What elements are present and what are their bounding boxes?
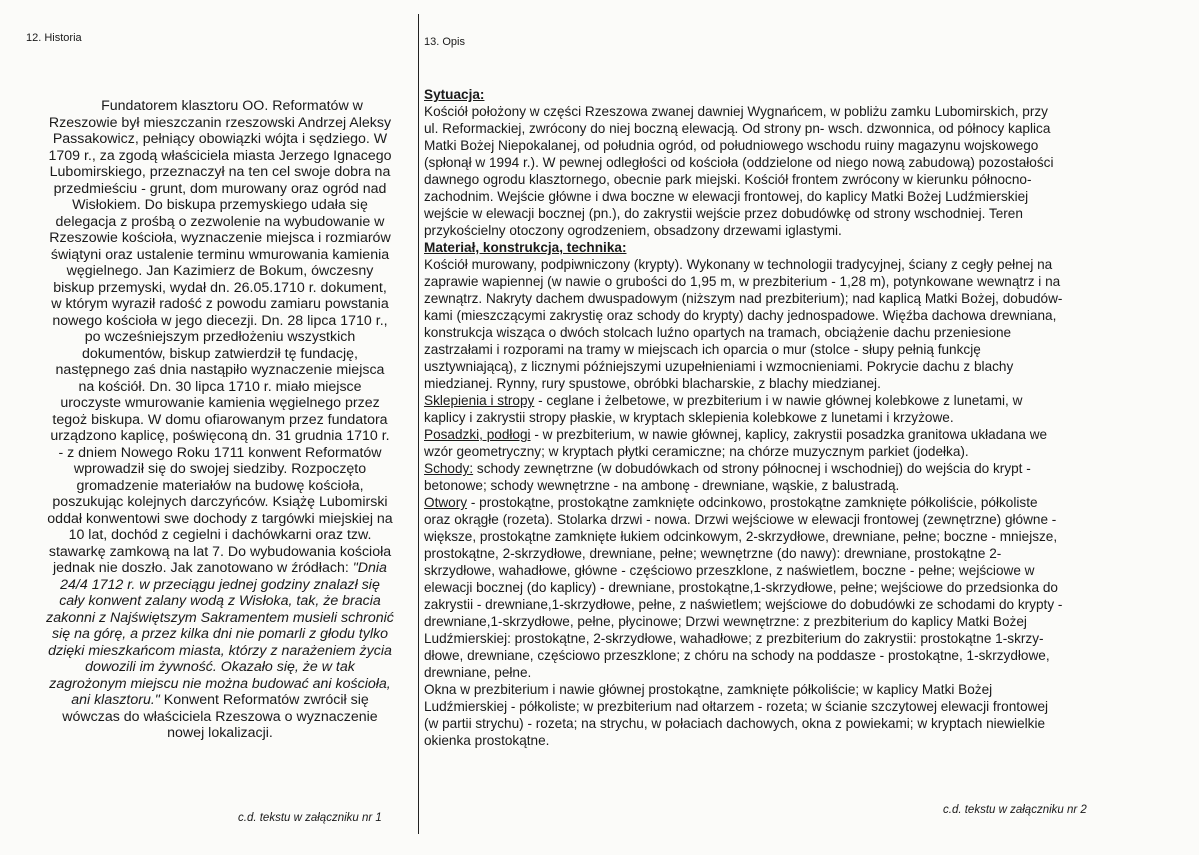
- description-line: Sytuacja:: [424, 87, 485, 102]
- history-line: po wcześniejszym przedłożeniu wszystkich: [84, 329, 356, 345]
- history-line: świątyni oraz ustalenie terminu wmurowania kamienia: [50, 246, 390, 263]
- section-header-history: 12. Historia: [26, 32, 82, 44]
- history-line: ani klasztoru." Konwent Reformatów zwrócił się: [71, 692, 369, 708]
- description-line: drewniane,1-skrzydłowe, pełne, płycinowe; Drzwi wewnętrzne: z prezbiterium do kaplicy Matki Bożej: [424, 614, 1027, 629]
- history-line: delegacja z prośbą o zezwolenie na wybudowanie w: [55, 213, 385, 230]
- description-line: Materiał, konstrukcja, technika:: [424, 240, 627, 255]
- history-line: biskup przemyski, wydał dn. 26.05.1710 r. dokument,: [53, 279, 387, 296]
- history-line: Passakowicz, pełniący obowiązki wójta i sędziego. W: [52, 131, 388, 147]
- history-line: Lubomirskiego, przeznaczył na ten cel swoje dobra na: [49, 164, 391, 180]
- description-line: zakrystii - drewniane,1-skrzydłowe, pełne, z naświetlem; wejściowe do dobudówki ze schodami do krypty -: [424, 597, 1063, 612]
- description-line: kami (mieszczącymi zakrystię oraz schody do krypty) dachy jednospadowe. Więźba dachowa drewniana,: [424, 308, 1057, 323]
- history-line: uroczyste wmurowanie kamienia węgielnego przez: [60, 395, 380, 411]
- history-line: węgielnego. Jan Kazimierz de Bokum, ówczesny: [66, 263, 374, 279]
- description-line: dawnego ogrodu klasztornego, obecnie park miejski. Kościół frontem zwrócony w kierunku północno-: [424, 172, 1032, 187]
- description-line: (spłonął w 1994 r.). W pewnej odległości od kościoła (oddzielone od niego nową zabudową) pozostałości: [424, 155, 1054, 170]
- history-line: urządzono kaplicę, poświęconą dn. 31 grudnia 1710 r.: [50, 428, 390, 444]
- history-line: - z dniem Nowego Roku 1711 konwent Reformatów: [58, 444, 382, 461]
- description-line: Ludźmierskiej - półkoliste; w prezbiterium nad ołtarzem - rozeta; w ścianie szczytowej elewacji frontowej: [424, 699, 1049, 714]
- history-line: 24/4 1712 r. w przeciągu jednej godziny znalazł się: [60, 576, 380, 593]
- history-line: wprowadził się do swojej siedziby. Rozpoczęto: [73, 461, 367, 477]
- history-line: w którym wyraził radość z powodu zamiaru powstania: [51, 296, 389, 312]
- history-line: cały konwent zalany wodą z Wisłoka, tak, że bracia: [59, 593, 381, 609]
- description-line: zaprawie wapiennej (w nawie o grubości do 1,95 m, w prezbiterium - 1,28 m), potynkowane wewnątrz i na: [424, 274, 1061, 289]
- history-line: następnego zaś dnia nastąpiło wyznaczenie miejsca: [55, 362, 385, 378]
- description-line: okienka prostokątne.: [424, 733, 550, 748]
- history-line: gromadzenie materiałów na budowę kościoła,: [76, 477, 364, 494]
- description-line: konstrukcja wisząca o dwóch stolcach luźno opartych na tramach, obciążenie dachu przeniesione: [424, 325, 1012, 340]
- history-line: stawarkę zamkową na lat 7. Do wybudowania kościoła: [48, 543, 392, 560]
- description-line: Kościół murowany, podpiwniczony (krypty). Wykonany w technologii tradycyjnej, ściany z cegły pełnej na: [424, 257, 1053, 272]
- history-line: oddał konwentowi swe dochody z targówki miejskiej na: [47, 510, 393, 527]
- description-line: większe, prostokątne zamknięte łukiem odcinkowym, 2-skrzydłowe, drewniane, pełne; boczne - mniejsze,: [424, 529, 1058, 544]
- history-line: jednak nie doszło. Jak zanotowano w źródłach: "Dnia: [53, 560, 387, 576]
- history-line: Rzeszowie kościoła, wyznaczenie miejsca i rozmiarów: [49, 230, 391, 246]
- description-line: elewacji bocznej (do kaplicy) - drewniane, prostokątne,1-skrzydłowe, pełne; wejściowe do przedsionka do: [424, 580, 1058, 595]
- description-line: miedzianej. Rynny, rury spustowe, obróbki blacharskie, z blachy miedzianej.: [424, 376, 881, 391]
- description-line: prostokątne, 2-skrzydłowe, drewniane, pełne; wewnętrzne (do nawy): drewniane, prostokątne 2-: [424, 546, 1002, 561]
- history-line: Rzeszowie był mieszczanin rzeszowski Andrzej Aleksy: [48, 114, 392, 131]
- history-line: nowego kościoła w jego diecezji. Dn. 28 lipca 1710 r.,: [52, 312, 388, 329]
- description-line: zewnątrz. Nakryty dachem dwuspadowym (niższym nad prezbiterium); nad kaplicą Matki Bożej, dobudów-: [424, 291, 1063, 306]
- history-line: przedmieściu - grunt, dom murowany oraz ogród nad: [53, 180, 387, 197]
- description-text: [424, 86, 1172, 749]
- history-line: zagrożonym miejscu nie można budować ani kościoła,: [49, 675, 391, 692]
- section-header-description: 13. Opis: [424, 36, 465, 48]
- description-line: Ludźmierskiej: prostokątne, 2-skrzydłowe, wahadłowe; z prezbiterium do zakrystii: prostokątne 1-skrzy-: [424, 631, 1044, 646]
- description-line: (w partii strychu) - rozeta; na strychu, w połaciach dachowych, okna z powiekami; w kryptach niewielkie: [424, 716, 1046, 731]
- history-line: zakonni z Najświętszym Sakramentem musieli schronić: [46, 609, 394, 626]
- description-line: zachodnim. Wejście główne i dwa boczne w elewacji frontowej, do kaplicy Matki Bożej Ludźmierskiej: [424, 189, 1029, 204]
- column-divider: [418, 14, 419, 834]
- description-line: oraz okrągłe (rozeta). Stolarka drzwi - nowa. Drzwi wejściowe w elewacji frontowej (zewnętrzne) główne -: [424, 512, 1057, 527]
- description-line: Sklepienia i stropy - ceglane i żelbetowe, w prezbiterium i w nawie głównej kolebkowe z lunetami, w: [424, 393, 1023, 408]
- description-line: zastrzałami i rozporami na tramy w miejscach ich oparcia o mur (stolce - słupy pełnią funkcję: [424, 342, 981, 357]
- description-line: dłowe, drewniane, częściowo przeszklone; z chóru na schody na poddasze - prostokątne, 1-skrzydłowe,: [424, 648, 1050, 663]
- history-line: na kościół. Dn. 30 lipca 1710 r. miało miejsce: [78, 378, 362, 395]
- history-line: dzięki mieszkańcom miasta, którzy z narażeniem życia: [48, 642, 392, 659]
- description-line: betonowe; schody wewnętrzne - na ambonę - drewniane, wąskie, z balustradą.: [424, 478, 900, 493]
- description-line: przykościelny otoczony ogrodzeniem, obsadzony drzewami iglastymi.: [424, 223, 842, 238]
- description-line: usztywniającą), z licznymi późniejszymi uzupełnieniami i wzmocnieniami. Pokrycie dachu z blachy: [424, 359, 1014, 374]
- footer-note-left: c.d. tekstu w załączniku nr 1: [238, 812, 382, 824]
- description-line: Kościół położony w części Rzeszowa zwanej dawniej Wygnańcem, w pobliżu zamku Lubomirskich, przy: [424, 104, 1048, 119]
- description-line: Okna w prezbiterium i nawie głównej prostokątne, zamknięte półkoliście; w kaplicy Matki Bożej: [424, 682, 993, 697]
- history-line: tegoż biskupa. W domu ofiarowanym przez fundatora: [52, 411, 388, 428]
- history-line: wówczas do właściciela Rzeszowa o wyznaczenie: [62, 708, 378, 725]
- description-line: skrzydłowe, wahadłowe, główne - częściowo przeszklone, z naświetlem, boczne - pełne; wejściowe w: [424, 563, 1035, 578]
- history-line: dowozili im żywność. Okazało się, że w tak: [85, 659, 355, 675]
- history-line: się na górę, a przez kilka dni nie pomarli z głodu tylko: [52, 626, 388, 642]
- history-line: nowej lokalizacji.: [167, 725, 273, 741]
- description-line: wzór geometryczny; w kryptach płytki ceramiczne; na chórze muzycznym parkiet (jodełka).: [424, 444, 969, 459]
- history-line: Fundatorem klasztoru OO. Reformatów w: [101, 98, 363, 114]
- history-line: poszukując kolejnych darczyńców. Książę Lubomirski: [52, 494, 388, 510]
- description-line: Otwory - prostokątne, prostokątne zamknięte odcinkowo, prostokątne zamknięte półkoliście, półkoliste: [424, 495, 1038, 510]
- history-line: 10 lat, dochód z cegielni i dachówkarni oraz tzw.: [68, 527, 372, 543]
- description-line: ul. Reformackiej, zwrócony do niej boczną elewacją. Od strony pn- wsch. dzwonnica, od północy kaplica: [424, 121, 1051, 136]
- description-line: wejście w elewacji bocznej (pn.), do zakrystii wejście przez dobudówkę od strony wschodniej. Teren: [424, 206, 1023, 221]
- description-line: Matki Bożej Niepokalanej, od południa ogród, od południowego wschodu ruiny magazynu wojskowego: [424, 138, 1039, 153]
- description-line: drewniane, pełne.: [424, 665, 532, 680]
- history-line: 1709 r., za zgodą właściciela miasta Jerzego Ignacego: [48, 147, 392, 164]
- footer-note-right: c.d. tekstu w załączniku nr 2: [943, 804, 1087, 816]
- description-line: Schody: schody zewnętrzne (w dobudówkach od strony północnej i wschodniej) do wejścia do krypt -: [424, 461, 1031, 476]
- history-line: dokumentów, biskup zatwierdził tę fundację,: [81, 345, 359, 362]
- description-line: Posadzki, podłogi - w prezbiterium, w nawie głównej, kaplicy, zakrystii posadzka granitowa układana we: [424, 427, 1048, 442]
- description-line: kaplicy i zakrystii stropy płaskie, w kryptach sklepienia kolebkowe z lunetami i krzyżowe.: [424, 410, 954, 425]
- history-text: [28, 98, 412, 742]
- history-line: Wisłokiem. Do biskupa przemyskiego udała się: [72, 197, 368, 213]
